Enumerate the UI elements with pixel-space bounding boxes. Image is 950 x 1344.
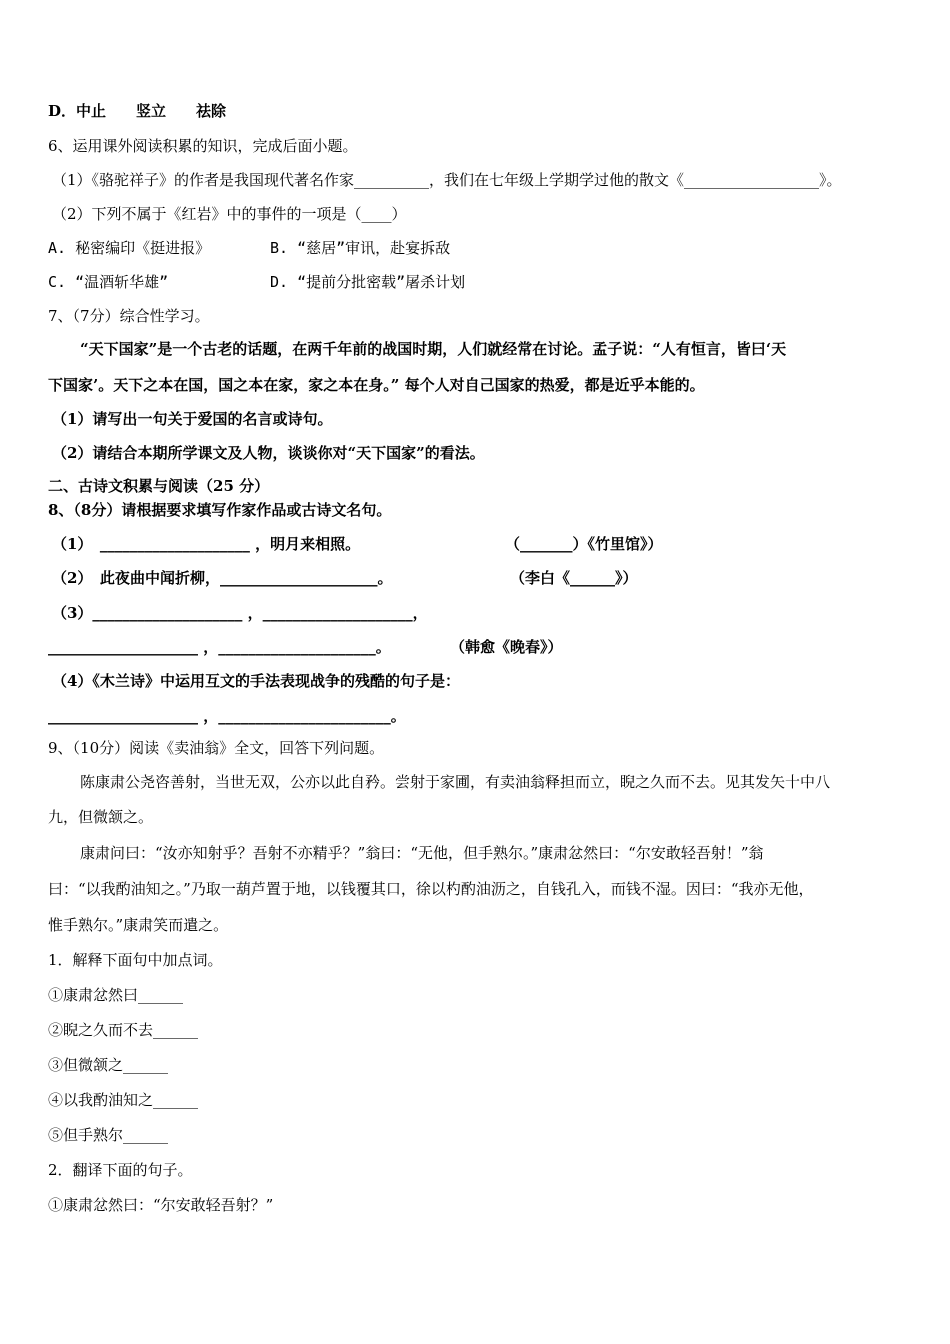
q8-line5: （4）《木兰诗》中运用互文的手法表现战争的残酷的句子是： [52, 672, 460, 690]
q7-paragraph-line1: “天下国家”是一个古老的话题，在两千年前的战国时期，人们就经常在讨论。孟子说：“人有恒言，皆曰‘天 [80, 340, 787, 358]
q9-passage-p2-line3: 惟手熟尔。”康肃笑而遣之。 [48, 916, 229, 934]
q7-title: 7、（7分）综合性学习。 [48, 307, 210, 325]
q6-option-c: C. “温酒斩华雄” [48, 273, 169, 291]
q8-line1: （1） ____________________ ，明月来相照。 [52, 535, 361, 553]
q9-sub1-item: ③但微颔之______ [48, 1056, 169, 1074]
q8-line4-source: （韩愈《晚春》） [450, 638, 563, 656]
q6-sub1: （1）《骆驼祥子》的作者是我国现代著名作家__________，我们在七年级上学期学过他的散文《__________________》。 [52, 171, 842, 189]
q9-sub1-title: 1．解释下面句中加点词。 [48, 951, 223, 969]
q9-sub2-item: ①康肃忿然曰：“尔安敢轻吾射？” [48, 1196, 274, 1214]
q8-line1-source: （_______）《竹里馆》） [505, 535, 663, 553]
q7-paragraph-line2: 下国家’。天下之本在国，国之本在家，家之本在身。” 每个人对自己国家的热爱，都是近乎本能的。 [48, 376, 705, 394]
q7-sub1: （1）请写出一句关于爱国的名言或诗句。 [52, 410, 333, 428]
q6-option-b: B. “慈居”审讯，赴宴拆敌 [270, 239, 451, 257]
q9-passage-p1-line2: 九，但微颔之。 [48, 808, 154, 826]
q6-title: 6、运用课外阅读积累的知识，完成后面小题。 [48, 137, 358, 155]
q6-sub2: （2）下列不属于《红岩》中的事件的一项是（____） [52, 205, 407, 223]
q8-line3: （3）____________________ ，____________________， [52, 604, 428, 622]
q8-line4: ____________________ ，_____________________。 [48, 638, 391, 656]
q9-sub1-item: ②睨之久而不去______ [48, 1021, 199, 1039]
section-heading: 二、古诗文积累与阅读（25 分） [48, 477, 270, 495]
q9-sub2-title: 2．翻译下面的句子。 [48, 1161, 193, 1179]
q9-title: 9、（10分）阅读《卖油翁》全文，回答下列问题。 [48, 739, 385, 757]
q9-passage-p2-line1: 康肃问曰：“汝亦知射乎？吾射不亦精乎？”翁曰：“无他，但手熟尔。”康肃忿然曰：“尔安敢轻吾射！”翁 [80, 844, 764, 862]
q6-option-a: A. 秘密编印《挺进报》 [48, 239, 211, 257]
q9-passage-p2-line2: 曰：“以我酌油知之。”乃取一葫芦置于地，以钱覆其口，徐以杓酌油沥之，自钱孔入，而钱不湿。因曰：“我亦无他， [48, 880, 814, 898]
q9-sub1-item: ④以我酌油知之______ [48, 1091, 199, 1109]
q9-sub1-item: ⑤但手熟尔______ [48, 1126, 169, 1144]
q8-line2-source: （李白《______》） [510, 569, 638, 587]
q8-line2: （2） 此夜曲中闻折柳，_____________________。 [52, 569, 393, 587]
q9-passage-p1-line1: 陈康肃公尧咨善射，当世无双，公亦以此自矜。尝射于家圃，有卖油翁释担而立，睨之久而不去。见其发矢十中八 [80, 773, 831, 791]
q7-sub2: （2）请结合本期所学课文及人物，谈谈你对“天下国家”的看法。 [52, 444, 485, 462]
q9-sub1-item: ①康肃忿然曰______ [48, 986, 184, 1004]
q8-line6: ____________________ ，_______________________。 [48, 707, 406, 725]
option-d: D．中止 竖立 祛除 [48, 102, 227, 120]
q6-option-d: D. “提前分批密载”屠杀计划 [270, 273, 466, 291]
q8-title: 8、（8分）请根据要求填写作家作品或古诗文名句。 [48, 501, 392, 519]
